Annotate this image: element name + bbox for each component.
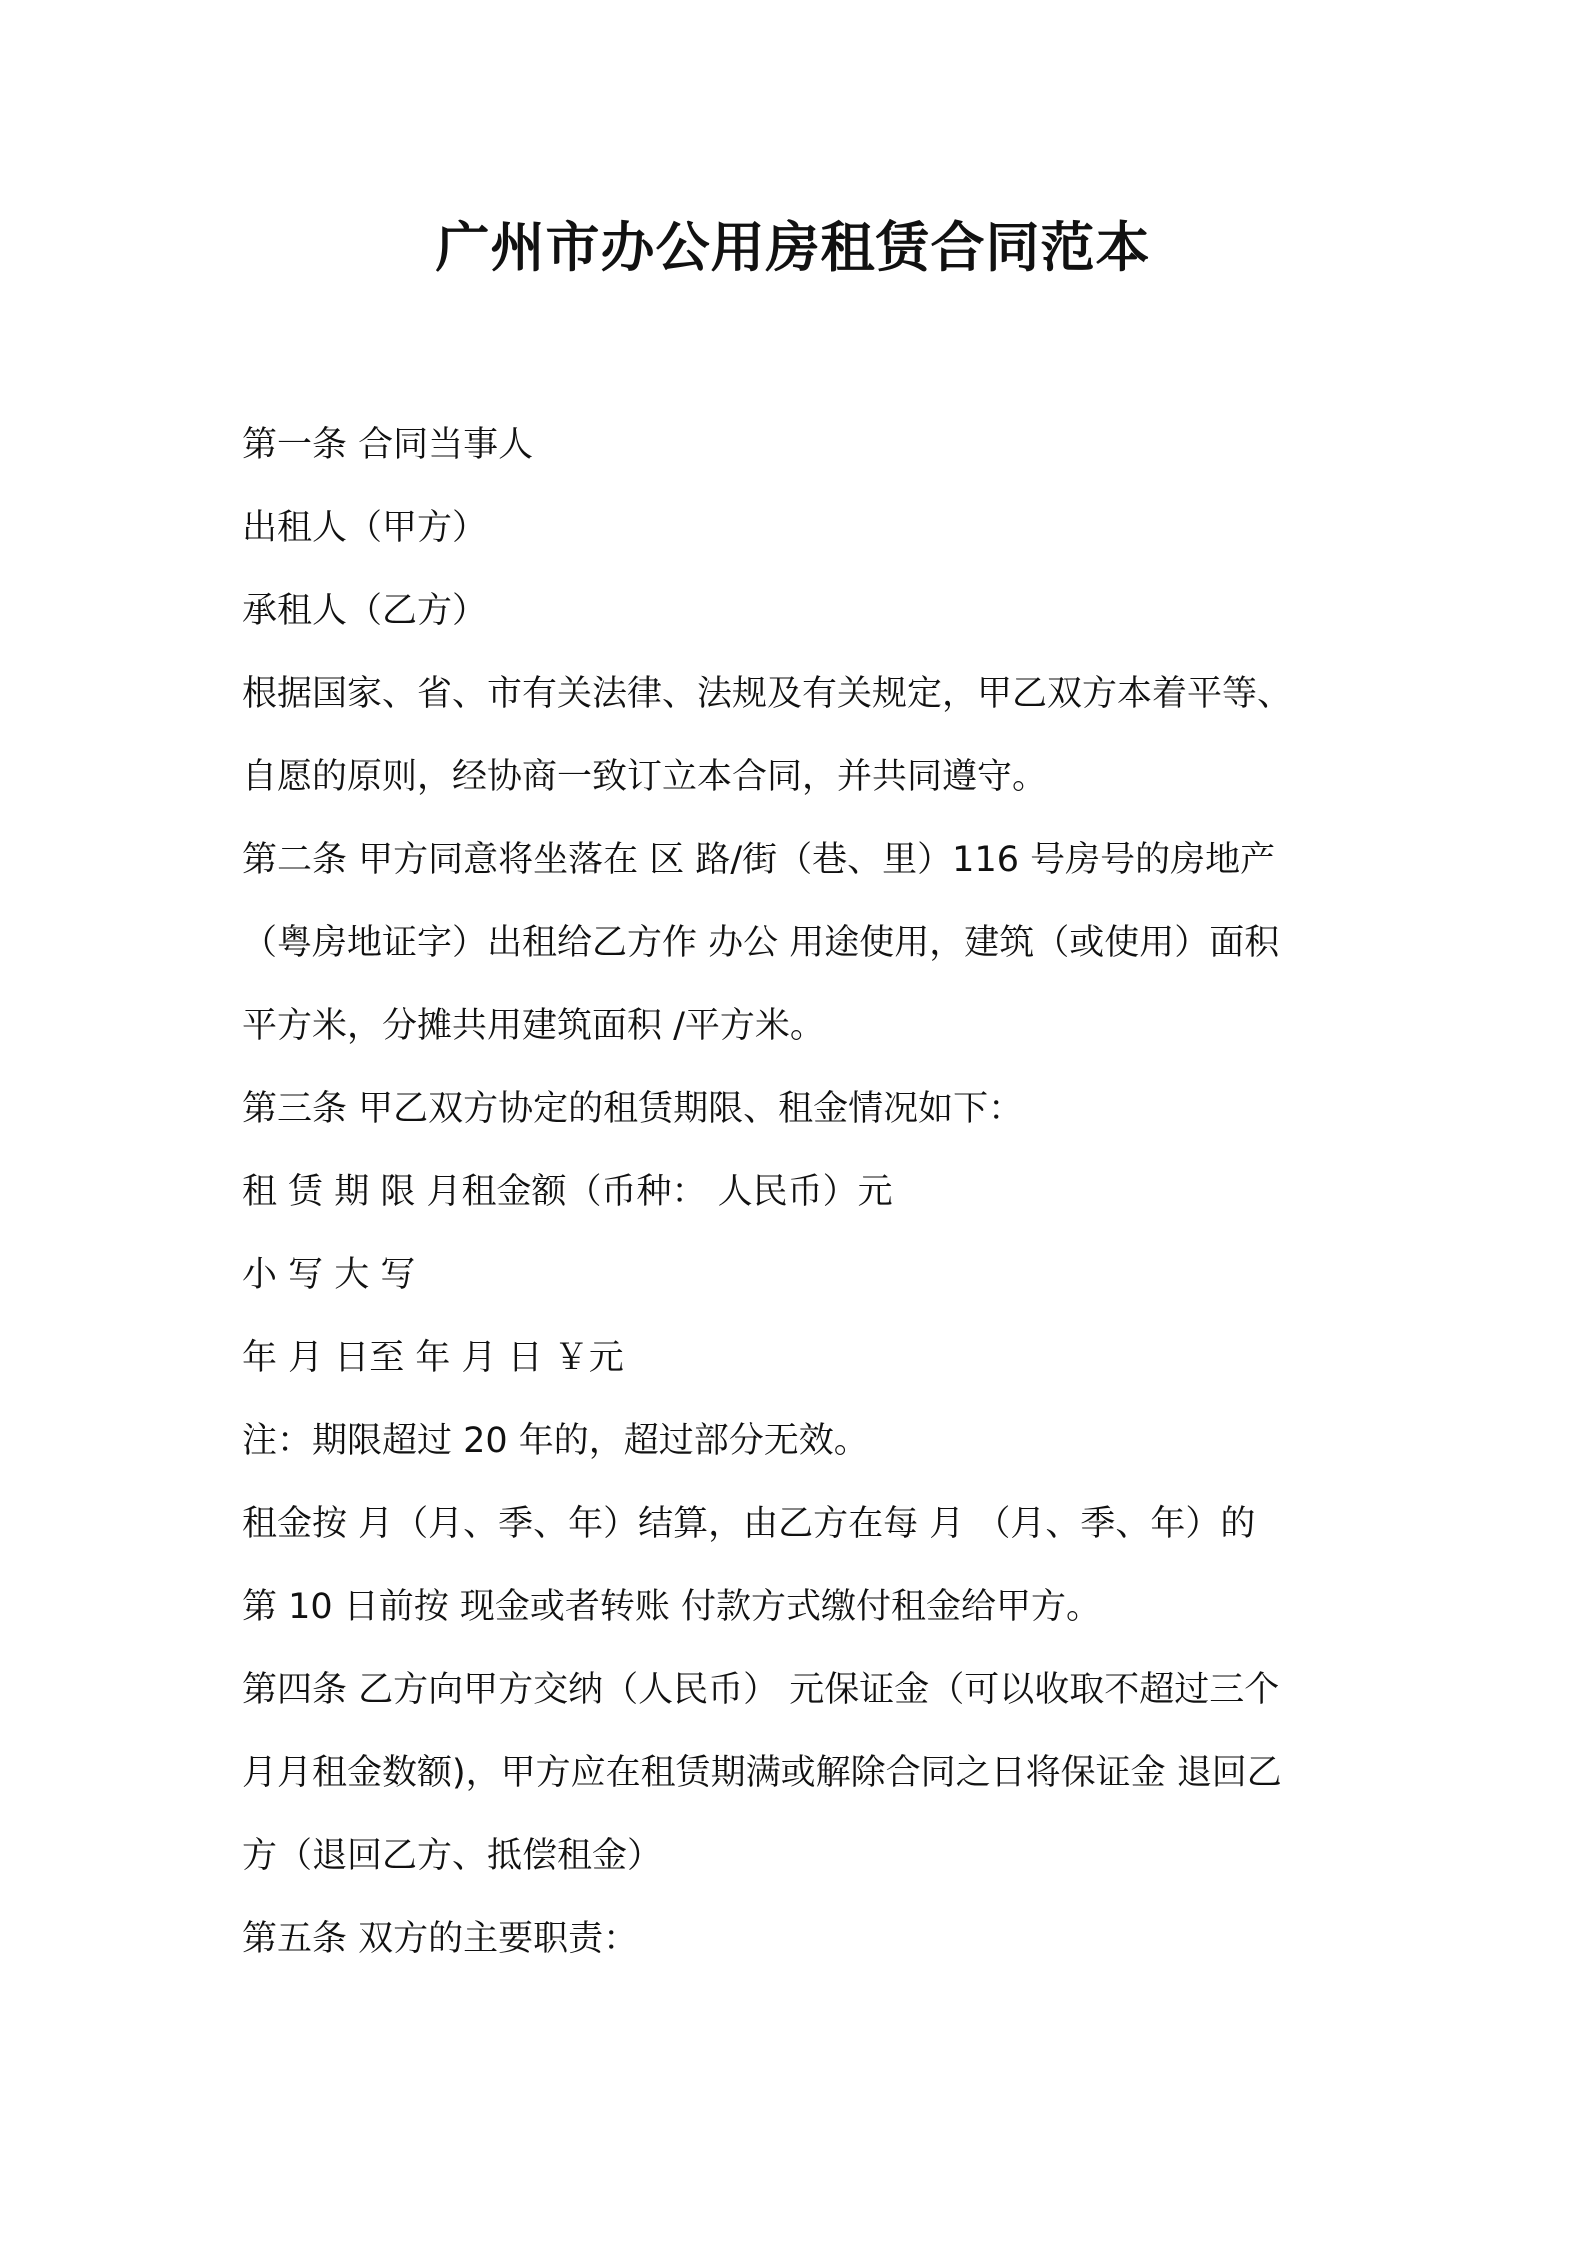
lease-term-header: 租 赁 期 限 月租金额（币种： 人民币）元 [242,1172,893,1212]
document-title: 广州市办公用房租赁合同范本 [435,216,1151,279]
clause-1-heading: 第一条 合同当事人 [242,425,534,465]
amount-format-row: 小 写 大 写 [242,1255,416,1295]
clause-4-line-1: 第四条 乙方向甲方交纳（人民币） 元保证金（可以收取不超过三个 [242,1670,1280,1710]
contract-body [242,404,1362,1981]
clause-2-line-2: （粤房地证字）出租给乙方作 办公 用途使用，建筑（或使用）面积 [242,923,1280,963]
clause-2-line-1: 第二条 甲方同意将坐落在 区 路/街（巷、里）116 号房号的房地产 [242,840,1276,880]
date-range-row: 年 月 日至 年 月 日 ￥元 [242,1338,624,1378]
clause-3-heading: 第三条 甲乙双方协定的租赁期限、租金情况如下： [242,1089,1024,1129]
lessor-line: 出租人（甲方） [242,508,488,548]
rent-settlement-line-1: 租金按 月（月、季、年）结算，由乙方在每 月 （月、季、年）的 [242,1504,1256,1544]
clause-2-line-3: 平方米，分摊共用建筑面积 /平方米。 [242,1006,825,1046]
clause-5-heading: 第五条 双方的主要职责： [242,1919,639,1959]
clause-4-line-3: 方（退回乙方、抵偿租金） [242,1836,663,1876]
clause-4-line-2: 月月租金数额)，甲方应在租赁期满或解除合同之日将保证金 退回乙 [242,1753,1282,1793]
rent-settlement-line-2: 第 10 日前按 现金或者转账 付款方式缴付租金给甲方。 [242,1587,1102,1627]
lessee-line: 承租人（乙方） [242,591,488,631]
preamble-line-1: 根据国家、省、市有关法律、法规及有关规定，甲乙双方本着平等、 [242,674,1293,714]
term-note: 注：期限超过 20 年的，超过部分无效。 [242,1421,869,1461]
preamble-line-2: 自愿的原则，经协商一致订立本合同，并共同遵守。 [242,757,1048,797]
